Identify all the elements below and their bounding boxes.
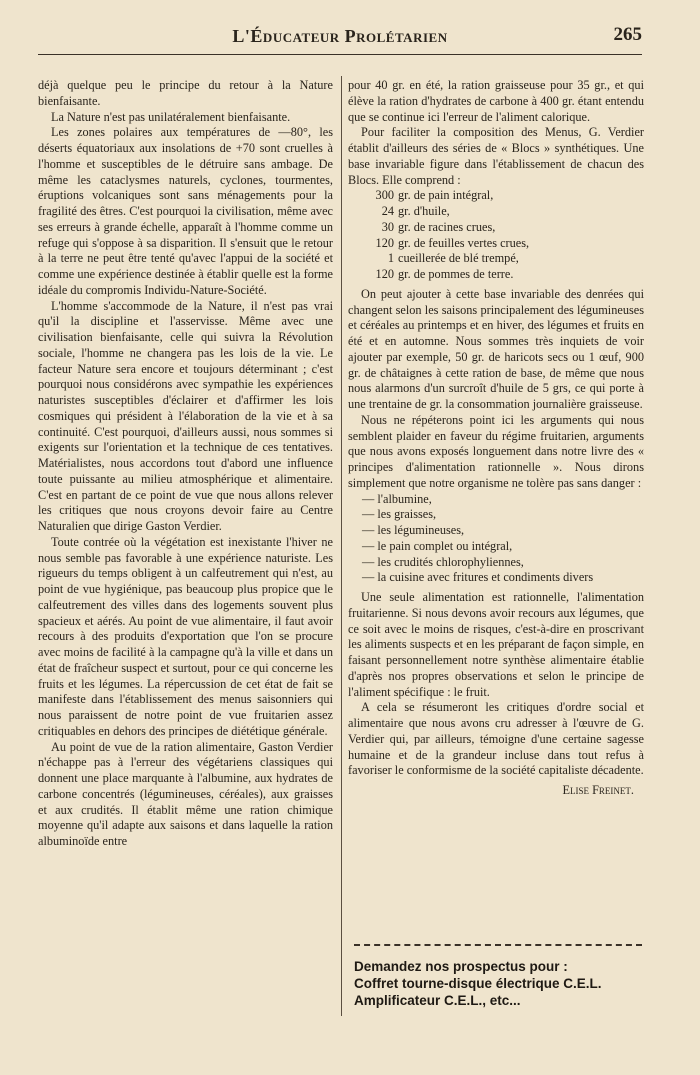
danger-list [362, 492, 644, 587]
paragraph: On peut ajouter à cette base invariable des denrées qui changent selon les saisons principalement des légumineuses et céréales au printemps et en hiver, des légumes et fruits en été et en automne. Nous sommes très inquiets de voir ajouter par exemple, 50 gr. de haricots secs ou 1 œuf, 900 gr. de châtaignes à cette ration de base, de même que nous nous alarmons d'un surcroît d'huile de 5 grs, ce qui porte à une trentaine de gr. la consommation journalière graisseuse. [348, 286, 644, 411]
list-item: — les graisses, [362, 507, 437, 522]
ad-line: Amplificateur C.E.L., etc... [354, 993, 521, 1008]
paragraph: A cela se résumeront les critiques d'ordre social et alimentaire que nous avons cru adresser à l'œuvre de G. Verdier qui, par ailleurs, témoigne d'une certaine sagesse humaine et de la grandeur incluse dans tout refus à favoriser le conformisme de la société capitaliste décadente. [348, 700, 644, 778]
paragraph: La Nature n'est pas unilatéralement bienfaisante. [51, 109, 291, 124]
list-item: — les crudités chlorophyliennes, [362, 554, 524, 569]
paragraph: Nous ne répéterons point ici les arguments qui nous semblent plaider en faveur du régime fruitarien, arguments que nous avons exposés longuement dans notre livre des « principes d'alimentation rationnelle ». Nous dirons simplement que notre organisme ne tolère pas sans danger : [348, 412, 644, 490]
paragraph: L'homme s'accommode de la Nature, il n'est pas vrai qu'il la discipline et l'asservisse. Même avec une civilisation bienfaisante, celle qui suivra la Révolution sociale, l'homme ne changera pas les lois de la vie. Le facteur Nature sera encore et toujours déterminant ; c'est pourquoi nous considérons avec sympathie les expériences naturistes susceptibles d'éclairer et d'affirmer les lois cosmiques qui président à l'élaboration de la vie et à sa continuité. C'est pourquoi, d'ailleurs aussi, nous sommes si exigents sur l'orientation et la technique de ces tentatives. Matérialistes, nous accordons tout d'abord une influence toute puissante au milieu atmosphérique et alimentaire. C'est en partant de ce point de vue que nous allons relever les critiques que nous croyons devoir faire au Centre Naturalien que dirige Gaston Verdier. [38, 298, 333, 533]
list-item: — la cuisine avec fritures et condiments divers [362, 570, 594, 585]
base-menu-list [368, 188, 644, 283]
paragraph: déjà quelque peu le principe du retour à la Nature bienfaisante. [38, 78, 333, 108]
column-divider [341, 76, 342, 1016]
list-item: — l'albumine, [362, 491, 432, 506]
paragraph: pour 40 gr. en été, la ration graisseuse pour 35 gr., et qui élève la ration d'hydrates de carbone à 400 gr. étant entendu que se continue ici l'erreur de l'aliment calorique. [348, 78, 644, 124]
ad-line: Coffret tourne-disque électrique C.E.L. [354, 976, 602, 991]
journal-title: L'Éducateur Prolétarien [232, 26, 448, 46]
list-item: 120 gr. de feuilles vertes crues, [375, 235, 530, 250]
list-item: 24 gr. d'huile, [381, 204, 450, 218]
paragraph: Au point de vue de la ration alimentaire, Gaston Verdier n'échappe pas à l'erreur des végétariens classiques qui donnent une place marquante à l'albumine, aux hydrates de carbone concentrés (légumineuses, céréales), aux graisses et aux crudités. Il établit même une ration chimique moyenne qu'il adapte aux saisons et dans laquelle la ration albuminoïde entre [38, 739, 333, 848]
advertisement-rule [354, 944, 642, 946]
ad-line: Demandez nos prospectus pour : [354, 959, 568, 974]
list-item: 120 gr. de pommes de terre. [375, 267, 514, 281]
left-column [38, 78, 333, 850]
paragraph: Pour faciliter la composition des Menus, G. Verdier établit d'ailleurs des séries de « Blocs » synthétiques. Une base invariable figure dans l'établissement de chacun des Blocs. Elle comprend : [348, 125, 644, 187]
list-item: — les légumineuses, [362, 523, 465, 537]
running-header [38, 22, 642, 55]
author-signature: Elise Freinet. [562, 783, 634, 797]
advertisement [354, 958, 654, 1009]
paragraph: Les zones polaires aux températures de —80°, les déserts équatoriaux aux insolations de +70 sont cruelles à l'homme et susceptibles de le détruire sans ambage. De même les cataclysmes naturels, cyclones, tourmentes, éruptions volcaniques sont sans ménagements pour la fragilité des êtres. C'est pourquoi la civilisation, même avec ses erreurs à grande échelle, apparaît à l'homme comme un refuge qui s'oppose à sa disparition. Il s'ensuit que le retour à la terre ne peut être tenté qu'avec l'appui de la société et comme une expérience destinée à établir quelle est la forme idéale du compromis Individu-Nature-Société. [38, 125, 333, 297]
page-number: 265 [613, 24, 642, 45]
list-item: 1 cueillerée de blé trempé, [387, 251, 519, 266]
paragraph: Une seule alimentation est rationnelle, l'alimentation fruitarienne. Si nous devons avoir recours aux légumes, que ce soit avec le moins de risques, c'est-à-dire en proscrivant les aliments suspects et en les préparant de façon simple, en faisant personnellement notre synthèse alimentaire établie d'après nos propres observations et selon le principe de l'aliment spécifique : le fruit. [348, 590, 644, 699]
list-item: — le pain complet ou intégral, [362, 538, 513, 553]
right-column [348, 78, 644, 799]
list-item: 30 gr. de racines crues, [381, 219, 496, 234]
list-item: 300 gr. de pain intégral, [375, 188, 494, 203]
paragraph: Toute contrée où la végétation est inexistante l'hiver ne nous semble pas favorable à une expérience naturiste. Les rigueurs du temps obligent à un calfeutrement qui n'est, au point de vue hygiénique, pas beaucoup plus propice que le calfeutrement des villes dans des logements souvent plus spacieux et aérés. Au point de vue alimentaire, il faut avoir recours à des produits d'exportation que l'on se procure avec moins de facilité à la campagne qu'à la ville et dans un état de fraîcheur suspect et surtout, pour ce qui concerne les fruits et les légumes. La répercussion de cet état de fait se manifeste dans l'établissement des menus saisonniers qui nous paraissent de notre point de vue fruitarien assez critiquables en dehors des principes de diététique générale. [38, 534, 333, 738]
